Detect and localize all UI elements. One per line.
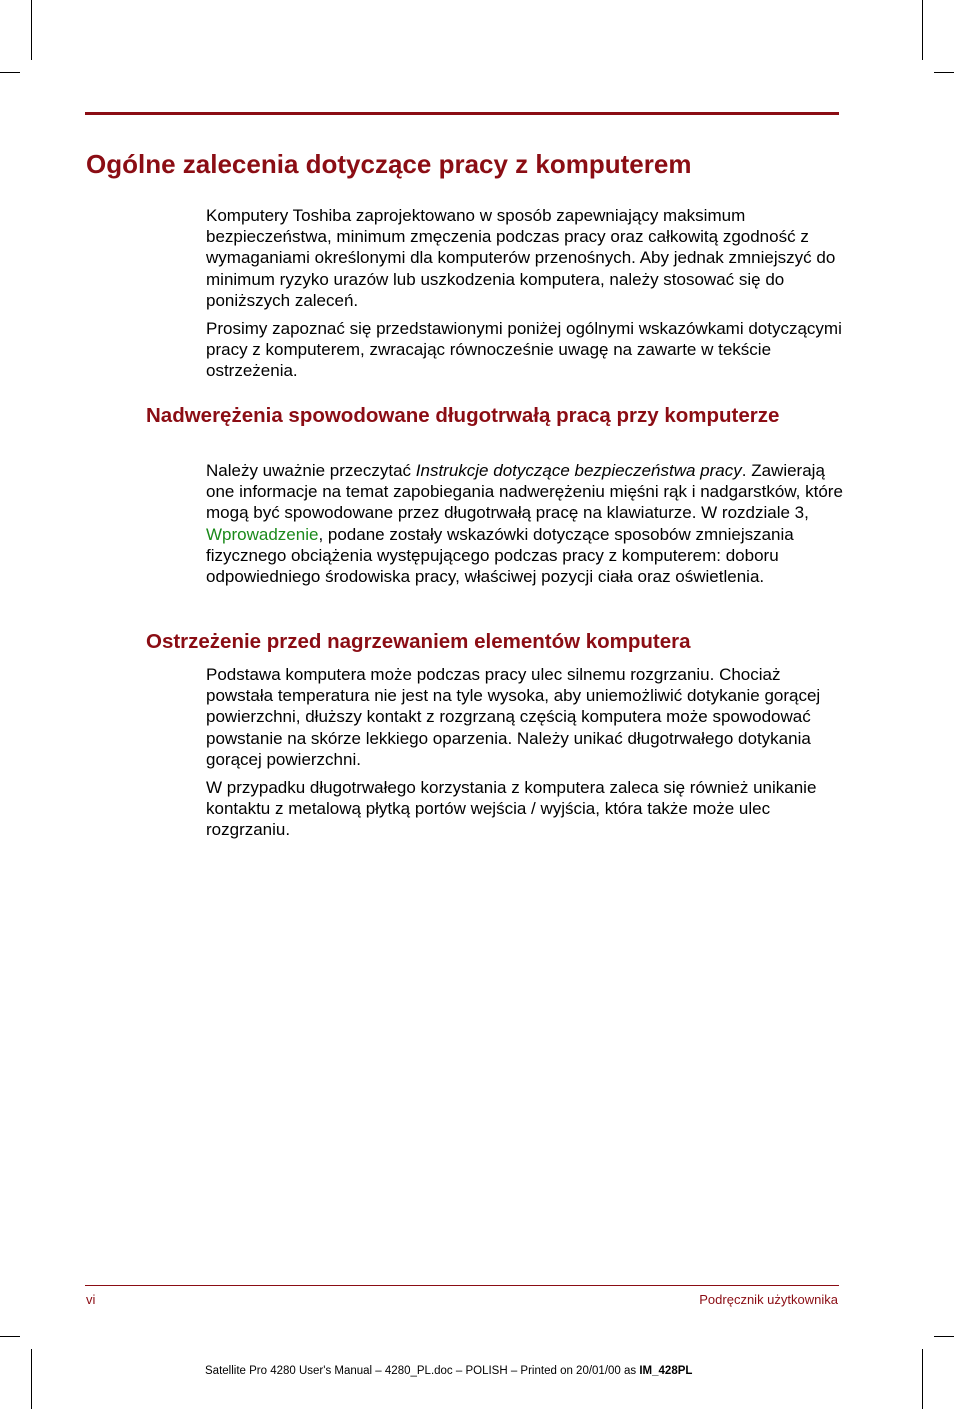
crop-mark-top-right-vertical (922, 0, 923, 60)
crop-mark-bottom-right-vertical (922, 1349, 923, 1409)
crop-mark-bottom-right-horizontal (934, 1336, 954, 1337)
page-number: vi (86, 1292, 96, 1307)
strain-paragraph (206, 460, 846, 587)
safety-instructions-reference: Instrukcje dotyczące bezpieczeństwa pracy (415, 461, 742, 480)
strain-text-before: Należy uważnie przeczytać (206, 461, 416, 480)
heat-paragraph-1: Podstawa komputera może podczas pracy ulec silnemu rozgrzaniu. Chociaż powstała temperatura nie jest na tyle wysoka, aby uniemożliwić dotykanie gorącej powierzchni, dłuższy kontakt z rozgrzaną częścią komputera może spowodować powstanie na skórze lekkiego oparzenia. Należy unikać długotrwałego dotykania gorącej powierzchni. (206, 665, 821, 769)
page-title: Ogólne zalecenia dotyczące pracy z komputerem (86, 149, 692, 179)
manual-name: Podręcznik użytkownika (699, 1292, 838, 1307)
print-code: IM_428PL (639, 1365, 693, 1377)
crop-mark-top-left-horizontal (0, 72, 20, 73)
print-info-line (205, 1363, 765, 1379)
crop-mark-top-left-vertical (31, 0, 32, 60)
crop-mark-top-right-horizontal (934, 72, 954, 73)
section-heading-heat: Ostrzeżenie przed nagrzewaniem elementów komputera (146, 630, 691, 653)
header-rule (85, 112, 839, 115)
strain-text-after: , podane zostały wskazówki dotyczące sposobów zmniejszania fizycznego obciążenia występującego podczas pracy z komputerem: doboru odpowiedniego środowiska pracy, właściwej pozycji ciała oraz oświetlenia. (206, 524, 794, 587)
intro-paragraph-2: Prosimy zapoznać się przedstawionymi poniżej ogólnymi wskazówkami dotyczącymi pracy z komputerem, zwracając równocześnie uwagę na zawarte w tekście ostrzeżenia. (206, 319, 842, 381)
crop-mark-bottom-left-vertical (31, 1349, 32, 1409)
intro-paragraph-1: Komputery Toshiba zaprojektowano w sposób zapewniający maksimum bezpieczeństwa, minimum zmęczenia podczas pracy oraz całkowitą zgodność z wymaganiami określonymi dla komputerów przenośnych. Aby jednak zmniejszyć do minimum ryzyko urazów lub uszkodzenia komputera, należy stosować się do poniższych zaleceń. (206, 206, 836, 310)
section-heading-strain: Nadwerężenia spowodowane długotrwałą pracą przy komputerze (146, 404, 780, 427)
footer-rule (85, 1285, 839, 1286)
print-info-text: Satellite Pro 4280 User's Manual – 4280_PL.doc – POLISH – Printed on 20/01/00 as (205, 1365, 640, 1377)
crop-mark-bottom-left-horizontal (0, 1336, 20, 1337)
strain-text-middle: . Zawierają one informacje na temat zapobiegania nadwerężeniu mięśni rąk i nadgarstków, które mogą być spowodowane przez długotrwałą pracę na klawiaturze. W rozdziale 3, (206, 461, 843, 523)
chapter-link-wprowadzenie[interactable]: Wprowadzenie (206, 524, 319, 544)
heat-paragraph-2: W przypadku długotrwałego korzystania z komputera zaleca się również unikanie kontaktu z metalową płytką portów wejścia / wyjścia, która także może ulec rozgrzaniu. (206, 778, 817, 840)
